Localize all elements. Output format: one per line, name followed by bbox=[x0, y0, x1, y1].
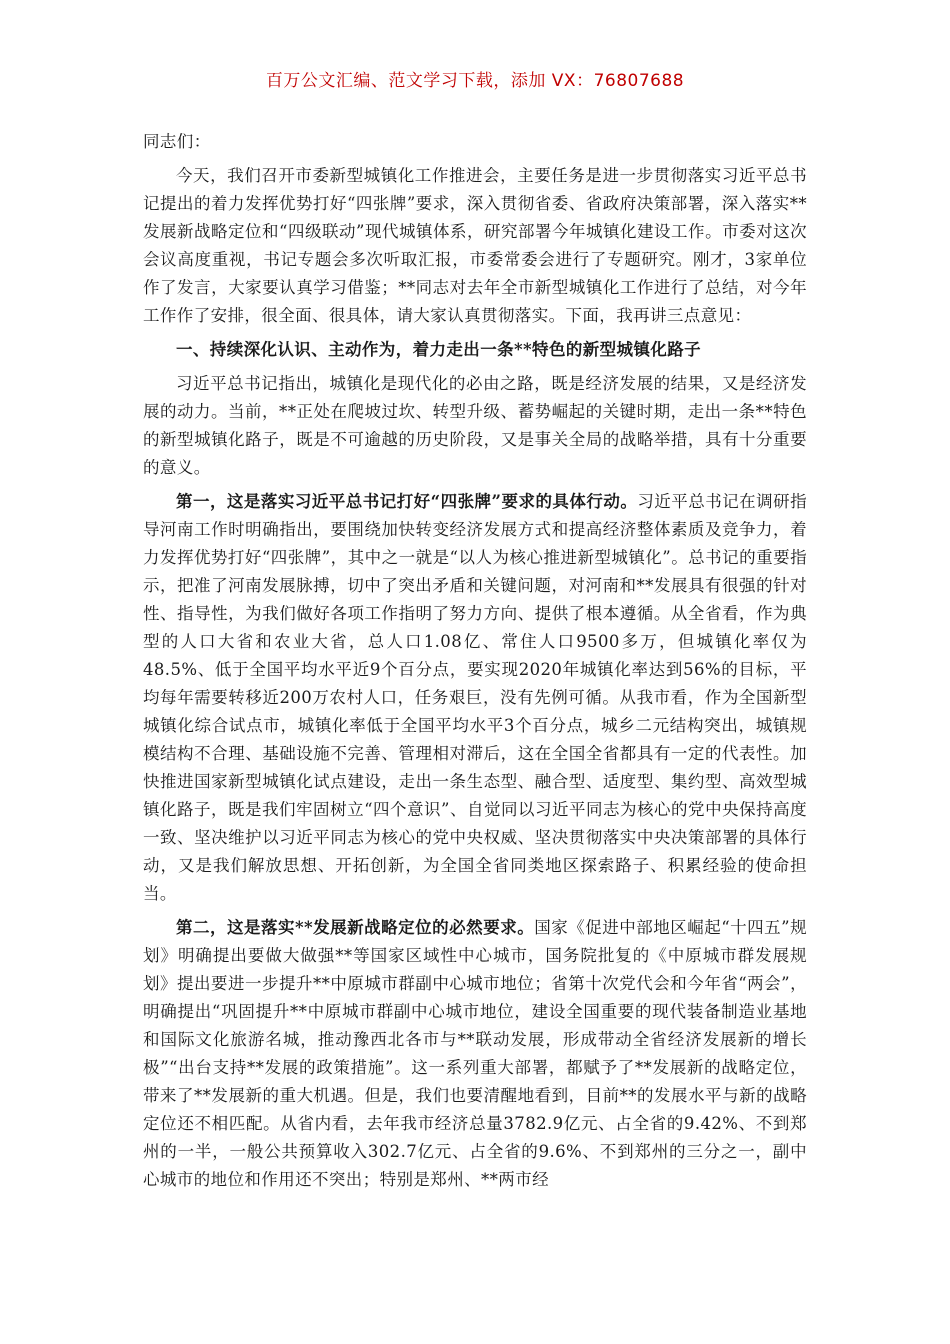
point-1-paragraph bbox=[143, 488, 807, 908]
salutation: 同志们： bbox=[143, 132, 211, 151]
section-1-intro-paragraph: 习近平总书记指出，城镇化是现代化的必由之路，既是经济发展的结果，又是经济发展的动力。当前，**正处在爬坡过坎、转型升级、蓄势崛起的关键时期，走出一条**特色的新型城镇化路子，既是不可逾越的历史阶段，又是事关全局的战略举措，具有十分重要的意义。 bbox=[143, 374, 807, 477]
document-body bbox=[143, 128, 807, 1200]
point-1-lead: 第一，这是落实习近平总书记打好“四张牌”要求的具体行动。 bbox=[176, 492, 638, 511]
point-2-body: 国家《促进中部地区崛起“十四五”规划》明确提出要做大做强**等国家区域性中心城市，国务院批复的《中原城市群发展规划》提出要进一步提升**中原城市群副中心城市地位；省第十次党代会和今年省“两会”，明确提出“巩固提升**中原城市群副中心城市地位，建设全国重要的现代装备制造业基地和国际文化旅游名城，推动豫西北各市与**联动发展，形成带动全省经济发展新的增长极”“出台支持**发展的政策措施”。这一系列重大部署，都赋予了**发展新的战略定位，带来了**发展新的重大机遇。但是，我们也要清醒地看到，目前**的发展水平与新的战略定位还不相匹配。从省内看，去年我市经济总量3782.9亿元、占全省的9.42%、不到郑州的一半，一般公共预算收入302.7亿元、占全省的9.6%、不到郑州的三分之一，副中心城市的地位和作用还不突出；特别是郑州、**两市经 bbox=[143, 918, 808, 1189]
section-heading-1: 一、持续深化认识、主动作为，着力走出一条**特色的新型城镇化路子 bbox=[176, 340, 702, 359]
point-2-lead: 第二，这是落实**发展新战略定位的必然要求。 bbox=[176, 918, 535, 937]
intro-paragraph: 今天，我们召开市委新型城镇化工作推进会，主要任务是进一步贯彻落实习近平总书记提出的着力发挥优势打好“四张牌”要求，深入贯彻省委、省政府决策部署，深入落实**发展新战略定位和“四级联动”现代城镇体系，研究部署今年城镇化建设工作。市委对这次会议高度重视，书记专题会多次听取汇报，市委常委会进行了专题研究。刚才，3家单位作了发言，大家要认真学习借鉴；**同志对去年全市新型城镇化工作进行了总结，对今年工作作了安排，很全面、很具体，请大家认真贯彻落实。下面，我再讲三点意见： bbox=[143, 166, 807, 325]
promo-banner: 百万公文汇编、范文学习下载，添加 VX：76807688 bbox=[265, 71, 685, 91]
point-1-body: 习近平总书记在调研指导河南工作时明确指出，要围绕加快转变经济发展方式和提高经济整体素质及竞争力，着力发挥优势打好“四张牌”，其中之一就是“以人为核心推进新型城镇化”。总书记的重要指示，把准了河南发展脉搏，切中了突出矛盾和关键问题，对河南和**发展具有很强的针对性、指导性，为我们做好各项工作指明了努力方向、提供了根本遵循。从全省看，作为典型的人口大省和农业大省，总人口1.08亿、常住人口9500多万，但城镇化率仅为48.5%、低于全国平均水平近9个百分点，要实现2020年城镇化率达到56%的目标，平均每年需要转移近200万农村人口，任务艰巨，没有先例可循。从我市看，作为全国新型城镇化综合试点市，城镇化率低于全国平均水平3个百分点，城乡二元结构突出，城镇规模结构不合理、基础设施不完善、管理相对滞后，这在全国全省都具有一定的代表性。加快推进国家新型城镇化试点建设，走出一条生态型、融合型、适度型、集约型、高效型城镇化路子，既是我们牢固树立“四个意识”、自觉同以习近平同志为核心的党中央保持高度一致、坚决维护以习近平同志为核心的党中央权威、坚决贯彻落实中央决策部署的具体行动，又是我们解放思想、开拓创新，为全国全省同类地区探索路子、积累经验的使命担当。 bbox=[143, 492, 807, 903]
point-2-paragraph bbox=[143, 914, 807, 1194]
